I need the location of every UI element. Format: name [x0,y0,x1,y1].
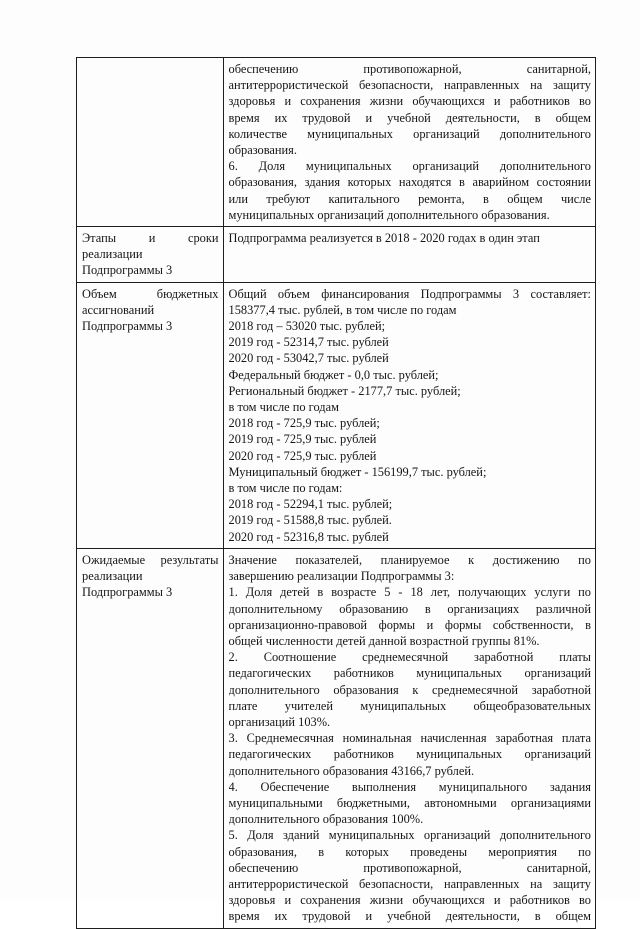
content-line: образования, в которых проведены мероприятия по [228,844,591,859]
content-line: 158377,4 тыс. рублей, в том числе по годам [228,302,457,317]
table-body [77,58,596,929]
content-line: организационно-правовой формы и формы собственности, в [228,617,591,632]
label-line: ассигнований [82,302,155,317]
label-line: реализации [82,569,143,584]
table-row-continuation [77,58,596,227]
row-content-cell [223,58,595,227]
content-line: 5. Доля зданий муниципальных организаций дополнительного [228,828,591,843]
content-line: Муниципальный бюджет - 156199,7 тыс. рублей; [228,464,487,479]
content-line: 2019 год - 51588,8 тыс. рублей. [228,513,392,528]
content-line: Общий объем финансирования Подпрограммы 3 составляет: [228,286,591,301]
label-line: Подпрограммы 3 [82,319,173,334]
content-line: обеспечению противопожарной, санитарной, [228,62,591,76]
content-line: в том числе по годам [228,400,339,415]
content-line: 2019 год - 52314,7 тыс. рублей [228,335,389,350]
label-line: Подпрограммы 3 [82,585,173,600]
content-line: Федеральный бюджет - 0,0 тыс. рублей; [228,367,439,382]
content-line: 2. Соотношение среднемесячной заработной платы [228,650,591,665]
content-line: Значение показателей, планируемое к достижению по [228,552,591,567]
label-line: Этапы и сроки [82,231,219,246]
content-line: 6. Доля муниципальных организаций дополнительного [228,159,591,174]
content-line: завершению реализации Подпрограммы 3: [228,569,455,584]
content-line: организаций 103%. [228,714,331,729]
content-line: 2019 год - 725,9 тыс. рублей [228,432,377,447]
content-line: 2018 год - 725,9 тыс. рублей; [228,416,380,431]
content-line: общей численности детей данной возрастной группы 81%. [228,633,540,648]
content-line: дополнительного образования к среднемесячной заработной [228,682,591,697]
row-content-cell [223,227,595,283]
content-line: в том числе по годам: [228,481,343,496]
content-line: педагогических работников муниципальных организаций [228,666,591,681]
content-line: количестве муниципальных организаций дополнительного [228,126,591,141]
label-line: реализации [82,247,143,262]
label-line: Подпрограммы 3 [82,263,173,278]
content-line: здоровья и сохранения жизни обучающихся и работников во [228,893,591,908]
content-line: 1. Доля детей в возрасте 5 - 18 лет, получающих услуги по [228,585,591,600]
content-line: здоровья и сохранения жизни обучающихся и работников во [228,94,591,109]
row-label-cell [77,58,224,227]
content-line: образования, здания которых находятся в аварийном состоянии [228,175,591,190]
content-line: 2018 год – 53020 тыс. рублей; [228,319,386,334]
content-line: дополнительного образования 43166,7 рублей. [228,763,475,778]
row-label-cell [77,227,224,283]
content-line: дополнительного образования 100%. [228,812,424,827]
content-line: время их трудовой и учебной деятельности, в общем [228,110,591,125]
content-line: 2020 год - 725,9 тыс. рублей [228,448,377,463]
content-line: Подпрограмма реализуется в 2018 - 2020 годах в один этап [228,231,540,246]
content-line: антитеррористической безопасности, направленных на защиту [228,876,591,891]
content-line: 3. Среднемесячная номинальная начисленная заработная плата [228,731,591,746]
content-line: 2018 год - 52294,1 тыс. рублей; [228,497,393,512]
content-line: антитеррористической безопасности, направленных на защиту [228,78,591,93]
label-line: Объем бюджетных [82,286,219,301]
content-line: 2020 год - 53042,7 тыс. рублей [228,351,389,366]
label-line: Ожидаемые результаты [82,552,219,567]
content-line: 4. Обеспечение выполнения муниципального задания [228,779,591,794]
content-line: муниципальными бюджетными, автономными организациями [228,795,591,810]
content-line: время их трудовой и учебной деятельности, в общем [228,909,591,924]
table-row-budget-allocations [77,282,596,548]
content-line: дополнительному образованию в организациях различной [228,601,591,616]
content-line: обеспечению противопожарной, санитарной, [228,860,591,875]
content-line: 2020 год - 52316,8 тыс. рублей [228,529,389,544]
subprogram-passport-table [76,57,596,929]
table-row-expected-results [77,548,596,928]
row-label-cell [77,282,224,548]
content-line: педагогических работников муниципальных организаций [228,747,591,762]
row-content-cell [223,548,595,928]
content-line: или требуют капитального ремонта, в общем числе [228,191,591,206]
row-label-cell [77,548,224,928]
content-line: муниципальных организаций дополнительного образования. [228,207,550,222]
content-line: Региональный бюджет - 2177,7 тыс. рублей; [228,383,461,398]
table-row-stages-and-terms [77,227,596,283]
content-line: образования. [228,143,297,158]
content-line: плате учителей муниципальных общеобразовательных [228,698,591,713]
row-content-cell [223,282,595,548]
